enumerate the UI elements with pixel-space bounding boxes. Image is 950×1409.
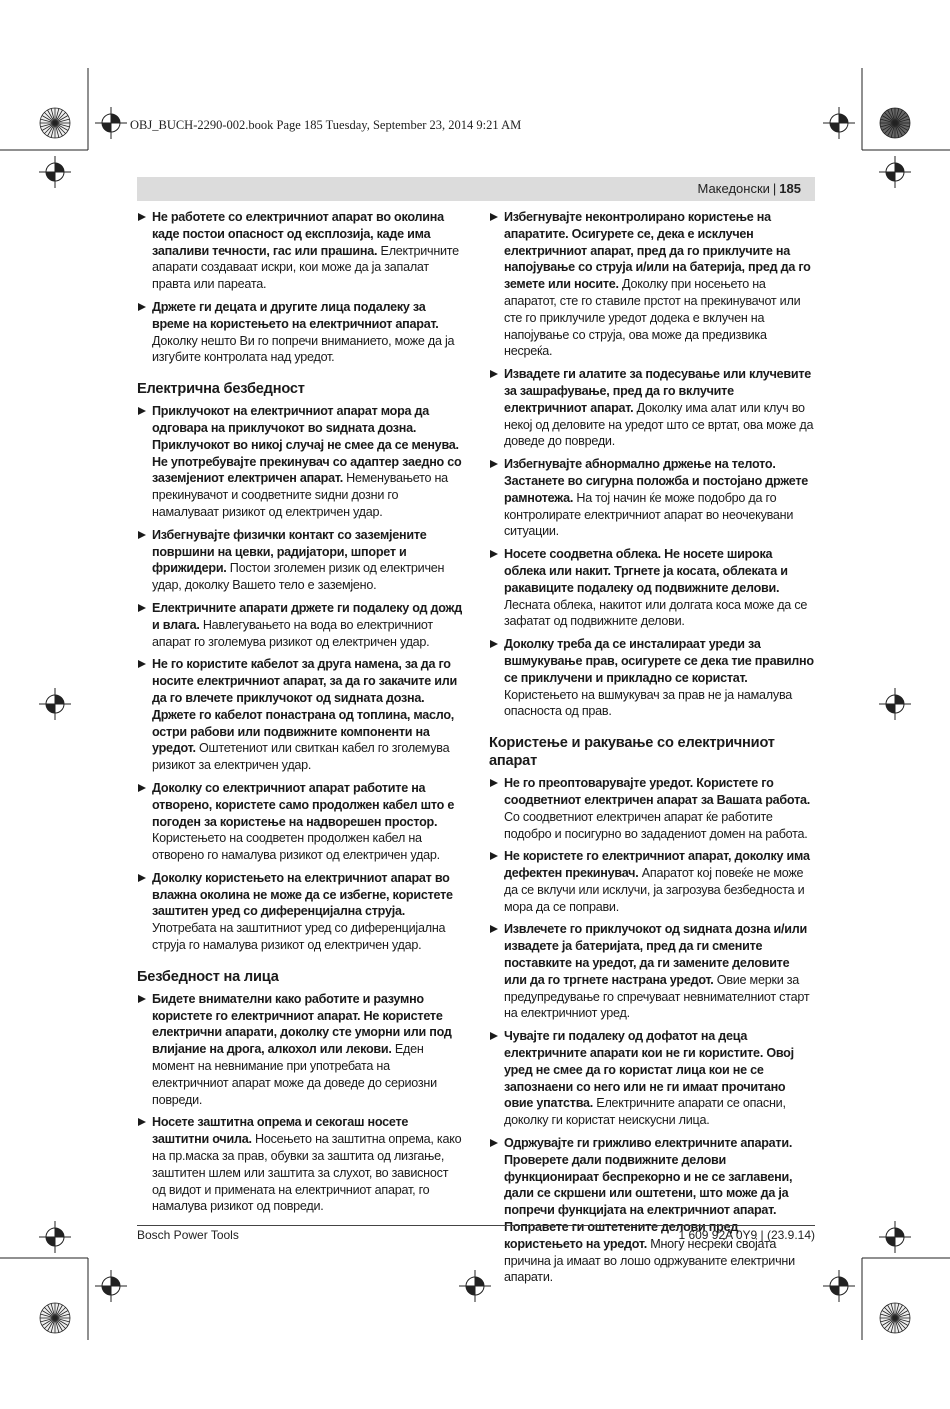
bullet-bold-text: Доколку треба да се инсталираат уреди за вшмукување прав, осигурете се дека тие правилно се приклучени и прикладно се користат. xyxy=(504,637,814,685)
triangle-bullet-icon xyxy=(138,784,146,792)
bullet-body-text: Доколку нешто Ви го попречи вниманието, може да ја изгубите контролата над уредот. xyxy=(152,333,455,365)
triangle-bullet-icon xyxy=(490,213,498,221)
bullet-body-text: На тој начин ќе може подобро да го контролирате електричниот апарат во неочекувани ситуации. xyxy=(504,490,794,539)
header-language: Македонски xyxy=(697,181,770,196)
triangle-bullet-icon xyxy=(490,460,498,468)
bullet-item xyxy=(137,299,463,366)
header-separator: | xyxy=(772,181,777,196)
bullet-bold-text: Доколку со електричниот апарат работите на отворено, користете само продолжен кабел што е погоден за користење на надворешен простор. xyxy=(152,780,455,829)
bullet-bold-text: Доколку користењето на електричниот апарат во влажна околина не може да се избегне, користете заштитен уред со диференцијална струја. xyxy=(152,870,453,919)
bullet-bold-text: Носете заштитна опрема и секогаш носете заштитни очила. xyxy=(152,1115,409,1147)
page-header xyxy=(137,177,815,201)
triangle-bullet-icon xyxy=(490,925,498,933)
bullet-body-text: Користењето на вшмукувач за прав не ја намалува опасноста од прав. xyxy=(504,687,793,719)
triangle-bullet-icon xyxy=(490,550,498,558)
bullet-body-text: Еден момент на невнимание при употребата на електричниот апарат може да доведе до сериозни повреди. xyxy=(152,1042,437,1107)
bullet-item xyxy=(489,366,815,450)
bullet-item xyxy=(489,209,815,360)
bullet-body-text: Навлегувањето на вода во електричниот апарат го зголемува ризикот од електричен удар. xyxy=(152,617,433,649)
bullet-item xyxy=(489,546,815,630)
bullet-body-text: Оштетениот или свиткан кабел го зголемува ризикот за електричен удар. xyxy=(152,741,450,773)
bullet-item xyxy=(489,921,815,1022)
bullet-body-text: Електричните апарати создаваат искри, кои може да ја запалат правта или пареата. xyxy=(152,243,459,292)
triangle-bullet-icon xyxy=(490,370,498,378)
bullet-item xyxy=(489,848,815,915)
bullet-body-text: Многу несреќи својата причина ја имаат во лошо одржуваните електрични апарати. xyxy=(504,1236,795,1285)
left-column xyxy=(137,209,463,1221)
bullet-bold-text: Не користете го електричниот апарат, доколку има дефектен прекинувач. xyxy=(504,849,810,881)
triangle-bullet-icon xyxy=(138,660,146,668)
bullet-body-text: Доколку при носењето на апаратот, сте го ставиле прстот на прекинувачот или сте го приклучиле уредот додека е вклучен на напојување со струја, ова може да предизвика несреќа. xyxy=(504,277,801,359)
bullet-bold-text: Приклучокот на електричниот апарат мора да одговара на приклучокот во ѕидната дозна. Приклучокот во никој случај не смее да се менува. Не употребувајте прекинувач со адаптер заедно со заземјениот електричен апарат. xyxy=(152,404,462,486)
bullet-bold-text: Избегнувајте неконтролирано користење на апаратите. Осигурете се, дека е исклучен електричниот апарат, пред да го приклучите на напојување со струја и/или на батерија, пред да го земете или носите. xyxy=(504,210,811,292)
bullet-body-text: Лесната облека, накитот или долгата коса може да се зафатат од подвижните делови. xyxy=(504,597,808,629)
bullet-item xyxy=(137,870,463,954)
bullet-bold-text: Држете ги децата и другите лица подалеку за време на користењето на електричниот апарат. xyxy=(152,299,439,331)
bullet-item xyxy=(489,1028,815,1129)
bullet-bold-text: Не го преоптоварувајте уредот. Користете го соодветниот електричен апарат за Вашата работа. xyxy=(504,776,810,807)
bullet-bold-text: Избегнувајте физички контакт со заземјените површини на цевки, радијатори, шпорет и фрижидери. xyxy=(152,527,427,576)
footer-brand: Bosch Power Tools xyxy=(137,1228,239,1242)
bullet-item xyxy=(137,527,463,594)
bullet-body-text: Користењето на соодветен продолжен кабел на отворено го намалува ризикот од електричен удар. xyxy=(152,831,440,863)
triangle-bullet-icon xyxy=(138,604,146,612)
bullet-body-text: Употребата на заштитниот уред со диференцијална струја го намалува ризикот од електричен удар. xyxy=(152,921,446,953)
bullet-bold-text: Одржувајте ги грижливо електричните апарати. Проверете дали подвижните делови функционираат беспрекорно и не се заглавени, дали се скршени или оштетени, што може да ја попречи функцијата на електричниот апарат. Поправете ги оштетените делови пред користењето на уредот. xyxy=(504,1136,793,1251)
bullet-bold-text: Електричните апарати држете ги подалеку од дожд и влага. xyxy=(152,600,462,632)
bullet-body-text: Доколку има алат или клуч во некој од деловите на уредот што се вртат, ова може да доведе до повреди. xyxy=(504,400,814,449)
triangle-bullet-icon xyxy=(490,1139,498,1147)
bullet-bold-text: Не го користите кабелот за друга намена, за да го носите електричниот апарат, за да го закачите или да го влечете приклучокот од ѕидната дозна. Држете го кабелот понастрана од топлина, масло, остри рабови или подвижните компоненти на уредот. xyxy=(152,657,457,756)
footer-rule xyxy=(137,1225,815,1226)
bullet-body-text: Апаратот кој повеќе не може да се вклучи или исклучи, ја загрозува безбедноста и мора да се поправи. xyxy=(504,866,805,914)
right-column xyxy=(489,209,815,1292)
triangle-bullet-icon xyxy=(490,1032,498,1040)
triangle-bullet-icon xyxy=(490,640,498,648)
bullet-item xyxy=(137,403,463,521)
bullet-bold-text: Бидете внимателни како работите и разумно користете го електричниот апарат. Не користете електрични апарати, доколку сте уморни или под влијание на дрога, алкохол или лекови. xyxy=(152,991,452,1057)
bullet-item xyxy=(489,636,815,720)
bullet-body-text: Со соодветниот електричен апарат ќе работите подобро и посигурно во зададениот домен на работа. xyxy=(504,809,808,841)
triangle-bullet-icon xyxy=(490,779,498,787)
bullet-bold-text: Не работете со електричниот апарат во околина каде постои опасност од експлозија, каде има запаливи течности, гас или прашина. xyxy=(152,210,444,258)
printer-slug-line: OBJ_BUCH-2290-002.book Page 185 Tuesday, September 23, 2014 9:21 AM xyxy=(130,118,522,132)
bullet-item xyxy=(489,775,815,842)
bullet-bold-text: Извадете ги алатите за подесување или клучевите за зашрафување, пред да го вклучите електричниот апарат. xyxy=(504,367,812,415)
bullet-body-text: Постои зголемен ризик од електричен удар, доколку Вашето тело е заземјено. xyxy=(152,561,445,593)
bullet-item xyxy=(137,656,463,774)
bullet-item xyxy=(137,600,463,650)
triangle-bullet-icon xyxy=(138,407,146,415)
section-heading: Безбедност на лица xyxy=(137,968,279,985)
bullet-body-text: Носењето на заштитна опрема, како на пр.маска за прав, обувки за заштита од лизгање, заштитен шлем или заштита за слухот, во зависност од видот и примената на електричниот апарат, го намалува ризикот од повреди. xyxy=(152,1132,462,1214)
bullet-item xyxy=(489,1135,815,1286)
bullet-body-text: Електричните апарати се опасни, доколку ги користат неискусни лица. xyxy=(504,1096,786,1128)
triangle-bullet-icon xyxy=(138,213,146,221)
bullet-item xyxy=(137,780,463,864)
section-heading: Електрична безбедност xyxy=(137,381,305,398)
running-header xyxy=(697,181,801,196)
triangle-bullet-icon xyxy=(138,531,146,539)
bullet-item xyxy=(489,456,815,540)
bullet-item xyxy=(137,1114,463,1215)
bullet-item xyxy=(137,991,463,1109)
bullet-bold-text: Извлечете го приклучокот од ѕидната дозна и/или извадете ја батеријата, пред да ги смените поставките на уредот, да ги замените деловите или да го тргнете настрана уредот. xyxy=(504,922,807,987)
footer-doc-number: 1 609 92A 0Y9 | (23.9.14) xyxy=(678,1228,815,1242)
bullet-body-text: Неменувањето на прекинувачот и соодветните ѕидни дозни го намалуваат ризикот од електричен удар. xyxy=(152,471,448,519)
bullet-body-text: Овие мерки за предупредување го спречуваат невнимателниот старт на електричниот уред. xyxy=(504,972,810,1021)
triangle-bullet-icon xyxy=(138,1118,146,1126)
bullet-bold-text: Носете соодветна облека. Не носете широка облека или накит. Тргнете ја косата, облеката и ракавиците подалеку од подвижните делови. xyxy=(504,547,788,595)
triangle-bullet-icon xyxy=(138,874,146,882)
triangle-bullet-icon xyxy=(138,995,146,1003)
triangle-bullet-icon xyxy=(138,303,146,311)
section-heading: Користење и ракување со електричниот апарат xyxy=(489,735,775,770)
page-number: 185 xyxy=(779,181,801,196)
bullet-item xyxy=(137,209,463,293)
bullet-bold-text: Избегнувајте абнормално држење на телото. Застанете во сигурна положба и постојано држете рамнотежа. xyxy=(504,457,809,505)
triangle-bullet-icon xyxy=(490,852,498,860)
bullet-bold-text: Чувајте ги подалеку од дофатот на деца електричните апарати кои не ги користите. Овој уред не смее да го користат лица кои не се запознаени со него или не ги имаат прочитано овие упатства. xyxy=(504,1029,794,1111)
